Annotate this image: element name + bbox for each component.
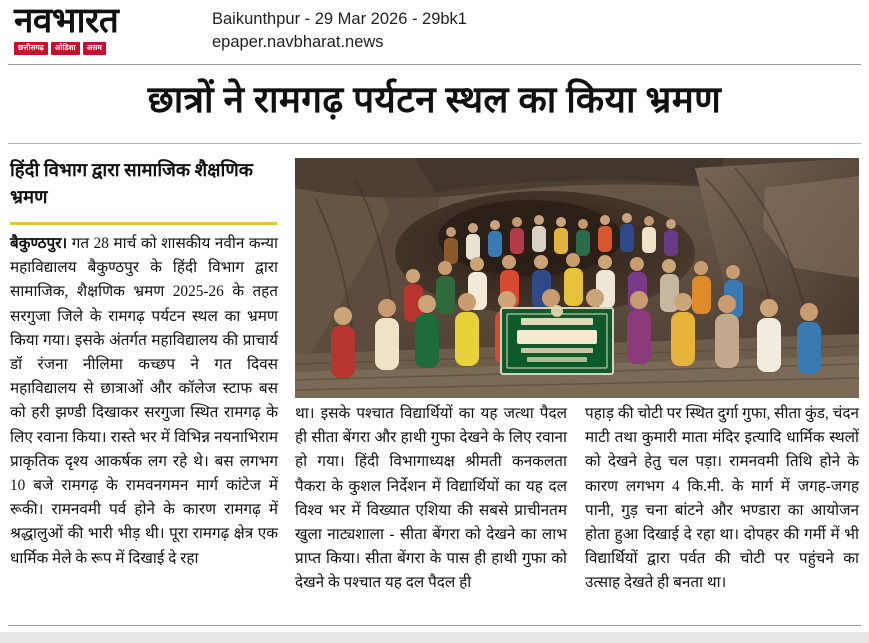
edition-tag-assam: असम — [83, 42, 106, 55]
article-text-col1: गत 28 मार्च को शासकीय नवीन कन्या महाविद्यालय बैकुण्ठपुर के हिंदी विभाग द्वारा सामाजिक, शैक्षणिक भ्रमण 2025-26 के तहत सरगुजा जिले के रामगढ़ पर्यटन स्थल का भ्रमण किया गया। इसके अंतर्गत महाविद्यालय की प्राचार्य डॉ रंजना नीलिमा कच्छप ने गत दिवस महाविद्यालय से छात्राओं और कॉलेज स्टाफ बस को हरी झण्डी दिखाकर सरगुजा स्थित रामगढ़ के लिए रवाना किया। रास्ते भर में विभिन्न नयनाभिराम प्राकृतिक दृश्य आकर्षक लग रहे थे। बस लगभग 10 बजे रामगढ़ के रामवनगमन मार्ग कांटेज में रूकी। रामनवमी पर्व होने के कारण रामगढ़ में श्रद्धालुओं की भारी भीड़ थी। पूरा रामगढ़ क्षेत्र एक धार्मिक मेले के रूप में दिखाई दे रहा — [10, 235, 278, 567]
edition-date-line: Baikunthpur - 29 Mar 2026 - 29bk1 — [212, 10, 467, 28]
divider-bottom — [8, 625, 861, 626]
divider-under-headline — [8, 143, 861, 144]
sub-headline-underline — [10, 222, 277, 225]
masthead-logo — [0, 0, 200, 55]
edition-tag-odisha: ओडिशा — [51, 42, 80, 55]
photo-banner — [501, 305, 613, 374]
page-headline: छात्रों ने रामगढ़ पर्यटन स्थल का किया भ्रमण — [147, 80, 722, 121]
article-column-2 — [295, 402, 567, 596]
article-photo — [295, 158, 859, 398]
edition-info — [200, 0, 467, 54]
dateline: बैकुण्ठपुर। — [10, 235, 68, 252]
photo-illustration — [295, 158, 859, 398]
article-text-col3: पहाड़ की चोटी पर स्थित दुर्गा गुफा, सीता कुंड, चंदन माटी तथा कुमारी माता मंदिर इत्यादि धार्मिक स्थलों को देखने हेतु चल पड़ा। रामनवमी तिथि होने के कारण लगभग 4 कि.मी. के मार्ग में जगह-जगह पानी, गुड़ चना बांटने और भण्डारा का आयोजन होता हुआ दिखाई दे रहा था। दोपहर की गर्मी में भी विद्यार्थियों द्वारा पर्वत की चोटी पर पहुंचने का उत्साह देखते ही बनता था। — [585, 405, 859, 592]
masthead-logo-text: नवभारत — [14, 1, 119, 40]
article-text-col2: था। इसके पश्चात विद्यार्थियों का यह जत्था पैदल ही सीता बेंगरा और हाथी गुफा देखने के लिए रवाना हो गया। हिंदी विभागाध्यक्ष श्रीमती कनकलता पैकरा के कुशल निर्देशन में विद्यार्थियों का यह दल विश्व भर में विख्यात एशिया की सबसे प्राचीनतम खुला नाट्यशाला - सीता बेंगरा को देखने का लाभ प्राप्त किया। सीता बेंगरा के पास ही हाथी गुफा को देखने के पश्चात यह दल पैदल ही — [295, 405, 567, 592]
divider-top — [8, 64, 861, 65]
masthead-edition-tags — [14, 42, 200, 55]
page-footer-bar — [0, 632, 869, 643]
epaper-url: epaper.navbharat.news — [212, 33, 384, 51]
article-column-1 — [10, 232, 278, 571]
sub-headline: हिंदी विभाग द्वारा सामाजिक शैक्षणिक भ्रमण — [10, 161, 253, 208]
edition-tag-chhattisgarh: छत्तीसगढ़ — [14, 42, 48, 55]
masthead — [0, 0, 869, 62]
article-column-3 — [585, 402, 859, 596]
